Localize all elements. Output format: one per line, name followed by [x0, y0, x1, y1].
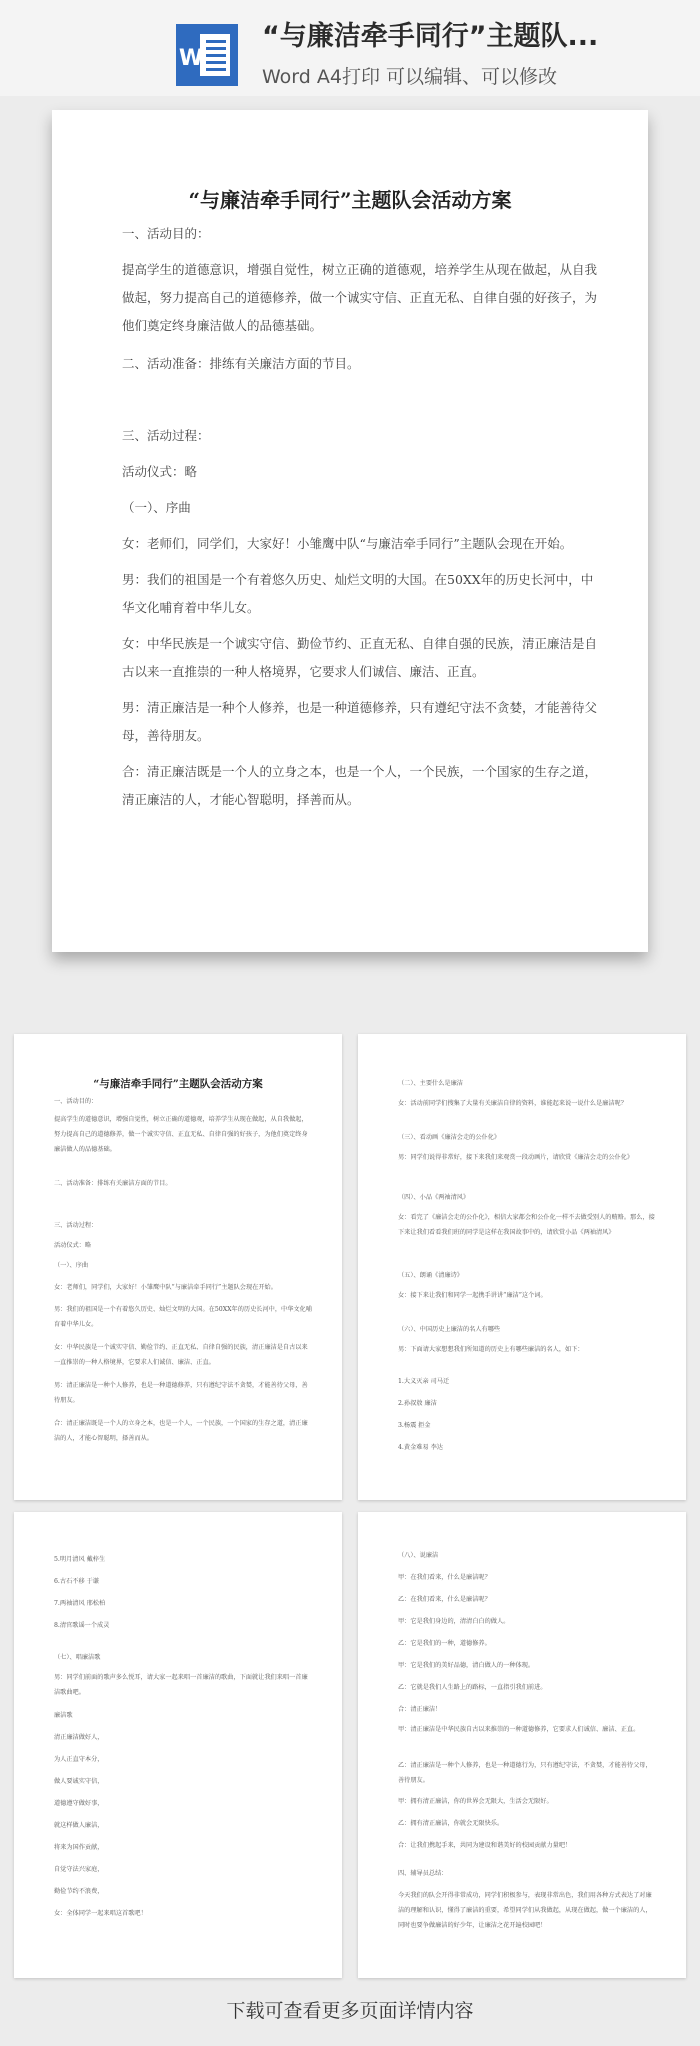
- thumbnail-line: （二）、主要什么是廉洁: [398, 1080, 463, 1087]
- thumbnail-line: （七）、唱廉洁歌: [54, 1654, 101, 1661]
- thumbnail-line: （一）、序曲: [54, 1262, 89, 1269]
- thumbnail-line: （五）、朗诵《清廉诗》: [398, 1272, 463, 1279]
- thumbnail-line: 女：接下来让我们和同学一起携手讲讲“廉洁”这个词。: [398, 1292, 547, 1299]
- paragraph: 三、活动过程：: [122, 428, 210, 443]
- paragraph: （一）、序曲: [122, 500, 191, 515]
- thumbnail-line: 6.古石不移 于谦: [54, 1578, 99, 1585]
- paragraph: 女：老师们，同学们，大家好！小雏鹰中队“与廉洁牵手同行”主题队会现在开始。: [122, 536, 573, 551]
- thumbnail-line: 将来为国作贡献，: [54, 1844, 104, 1851]
- thumbnail-line: 乙：拥有清正廉洁，你就会无限快乐。: [398, 1820, 504, 1827]
- thumbnail-line: 乙：在我们看来，什么是廉洁呢？: [398, 1596, 491, 1603]
- thumbnail-line: 2.孙叔敖 廉洁: [398, 1400, 437, 1407]
- page-thumbnail-1[interactable]: [14, 1034, 342, 1500]
- thumbnail-line: （三）、看动画《廉洁会走的公仆化》: [398, 1134, 501, 1141]
- thumbnail-line: 就这样做人廉洁，: [54, 1822, 104, 1829]
- thumbnail-line: 女：全体同学一起来唱这首歌吧！: [54, 1910, 147, 1917]
- thumbnail-line: 乙：它就是我们人生路上的路标，一直指引我们前进。: [398, 1684, 547, 1691]
- document-title: “与廉洁牵手同行”主题队...: [262, 21, 599, 52]
- thumbnail-line: 女：中华民族是一个诚实守信、勤俭节约、正直无私、自律自强的民族，清正廉洁是自古以来一直推崇的一种人格境界，它要求人们诚信、廉洁、正直。: [54, 1344, 308, 1366]
- thumbnail-line: 今天我们的队会开得非常成功，同学们积极参与，表现非常出色，我们用各种方式表达了对廉洁的理解和认识，懂得了廉洁的重要，希望同学们从我做起，从现在做起，做一个廉洁的人，同时也要争做廉洁的好少年，让廉洁之花开遍校园吧！: [398, 1892, 652, 1929]
- thumbnail-line: 为人正直守本分，: [54, 1756, 104, 1763]
- thumbnail-line: 甲：在我们看来，什么是廉洁呢？: [398, 1574, 491, 1581]
- thumbnail-line: 乙：它是我们的一种，道德修养。: [398, 1640, 491, 1647]
- thumbnail-line: 女：老师们，同学们，大家好！小雏鹰中队“与廉洁牵手同行”主题队会现在开始。: [54, 1284, 277, 1291]
- thumbnail-line: 男：同学们说得非常好，接下来我们来观赏一段动画片，请欣赏《廉洁会走的公仆化》: [398, 1154, 634, 1161]
- thumbnail-line: 男：下面请大家想想我们所知道的历史上有哪些廉洁的名人，如下：: [398, 1346, 584, 1353]
- thumbnail-title: “与廉洁牵手同行”主题队会活动方案: [93, 1078, 263, 1090]
- paragraph: 男：我们的祖国是一个有着悠久历史、灿烂文明的大国。在50XX年的历史长河中，中华文化哺育着中华儿女。: [122, 572, 594, 615]
- svg-text:W: W: [178, 46, 204, 71]
- word-document-icon: [174, 22, 240, 88]
- thumbnail-line: （四）、小品《两袖清风》: [398, 1194, 470, 1201]
- paragraph: 活动仪式：略: [122, 464, 198, 479]
- thumbnail-line: 女：看完了《廉洁会走的公仆化》，相信大家都会和公仆化一样不去做受别人的贿赂。那么，接下来让我们看看我们班的同学是这样在我国故事中的，请欣赏小品《两袖清风》: [398, 1214, 655, 1236]
- thumbnail-line: 甲：清正廉洁是中华民族自古以来推崇的一种道德修养，它要求人们诚信、廉洁、正直。: [398, 1726, 640, 1733]
- thumbnail-line: 合：让我们携起手来，共同为建设和谐美好的校园贡献力量吧！: [398, 1842, 572, 1849]
- thumbnail-line: （八）、说廉洁: [398, 1552, 439, 1559]
- thumbnail-line: 男：清正廉洁是一种个人修养，也是一种道德修养，只有遵纪守法不贪婪，才能善待父母，善待朋友。: [54, 1382, 308, 1404]
- page-thumbnail-2[interactable]: [358, 1034, 686, 1500]
- thumbnail-line: 提高学生的道德意识，增强自觉性，树立正确的道德观，培养学生从现在做起，从自我做起，努力提高自己的道德修养，做一个诚实守信、正直无私、自律自强的好孩子，为他们奠定终身廉洁做人的品德基础。: [54, 1116, 308, 1153]
- paragraph: 提高学生的道德意识，增强自觉性，树立正确的道德观，培养学生从现在做起，从自我做起，努力提高自己的道德修养，做一个诚实守信、正直无私、自律自强的好孩子，为他们奠定终身廉洁做人的品德基础。: [122, 262, 598, 333]
- thumbnail-line: 男：我们的祖国是一个有着悠久历史、灿烂文明的大国。在50XX年的历史长河中，中华文化哺育着中华儿女。: [54, 1306, 312, 1328]
- thumbnail-line: 合：清正廉洁既是一个人的立身之本，也是一个人，一个民族，一个国家的生存之道，清正廉洁的人，才能心智聪明，择善而从。: [54, 1420, 308, 1442]
- thumbnail-line: 自觉守法兴家庭，: [54, 1866, 104, 1873]
- thumbnail-line: 廉洁歌: [54, 1712, 73, 1719]
- thumbnail-line: 7.两袖清风 邢松柏: [54, 1600, 106, 1607]
- thumbnail-line: 三、活动过程：: [54, 1222, 98, 1229]
- paragraph: 一、活动目的：: [122, 226, 210, 241]
- thumbnail-line: （六）、中国历史上廉洁的名人有哪些: [398, 1326, 501, 1333]
- header: [0, 0, 700, 96]
- thumbnail-line: 5.明月清风 戴梓生: [54, 1556, 106, 1563]
- thumbnail-line: 四、辅导员总结：: [398, 1870, 448, 1877]
- thumbnail-line: 二、活动准备：排练有关廉洁方面的节目。: [54, 1180, 172, 1187]
- thumbnail-line: 甲：它是我们的美好品德，清白做人的一种体现。: [398, 1662, 535, 1669]
- thumbnail-line: 甲：它是我们身边的，清清白白的做人。: [398, 1618, 510, 1625]
- page-thumbnail-3[interactable]: [14, 1512, 342, 1978]
- thumbnail-line: 活动仪式：略: [54, 1242, 92, 1249]
- page-thumbnail-4[interactable]: [358, 1512, 686, 1978]
- thumbnail-line: 道德遵守做好事，: [54, 1800, 104, 1807]
- thumbnail-line: 4.黄金难易 李达: [398, 1444, 443, 1451]
- download-more-link[interactable]: 下载可查看更多页面详情内容: [226, 2000, 474, 2022]
- paragraph: 二、活动准备：排练有关廉洁方面的节目。: [122, 356, 360, 371]
- paragraph: 男：清正廉洁是一种个人修养，也是一种道德修养，只有遵纪守法不贪婪，才能善待父母，善待朋友。: [122, 700, 598, 743]
- thumbnail-line: 乙：清正廉洁是一种个人修养，也是一种道德行为，只有遵纪守法，不贪婪，才能善待父母，善待朋友。: [398, 1762, 652, 1784]
- paragraph: 合：清正廉洁既是一个人的立身之本，也是一个人，一个民族，一个国家的生存之道，清正廉洁的人，才能心智聪明，择善而从。: [122, 764, 598, 807]
- thumbnail-line: 3.杨震 拒金: [398, 1422, 431, 1429]
- page-title: “与廉洁牵手同行”主题队会活动方案: [188, 188, 512, 212]
- document-subtitle: Word A4打印 可以编辑、可以修改: [262, 66, 558, 88]
- document-page-preview: [52, 110, 648, 952]
- thumbnail-line: 一、活动目的：: [54, 1098, 98, 1105]
- paragraph: 女：中华民族是一个诚实守信、勤俭节约、正直无私、自律自强的民族，清正廉洁是自古以来一直推崇的一种人格境界，它要求人们诚信、廉洁、正直。: [122, 636, 598, 679]
- thumbnail-line: 合：清正廉洁！: [398, 1706, 442, 1713]
- thumbnail-line: 8.清官歌谣一个成灵: [54, 1622, 110, 1629]
- thumbnail-line: 清正廉洁做好人，: [54, 1734, 104, 1741]
- thumbnail-line: 男：同学们前面的歌声多么悦耳，请大家一起来唱一首廉洁的歌曲，下面就让我们来唱一首廉洁歌曲吧。: [54, 1674, 308, 1696]
- thumbnail-line: 做人要诚实守信，: [54, 1778, 104, 1785]
- thumbnail-line: 甲：拥有清正廉洁，你的世界会无限大，生活会无限好。: [398, 1798, 553, 1805]
- thumbnail-line: 女：活动前同学们搜集了大量有关廉洁自律的资料，谁能起来说一说什么是廉洁呢？: [398, 1100, 627, 1107]
- thumbnail-line: 勤俭节约不浪费，: [54, 1888, 104, 1895]
- thumbnail-line: 1.大义灭亲 司马迁: [398, 1378, 450, 1385]
